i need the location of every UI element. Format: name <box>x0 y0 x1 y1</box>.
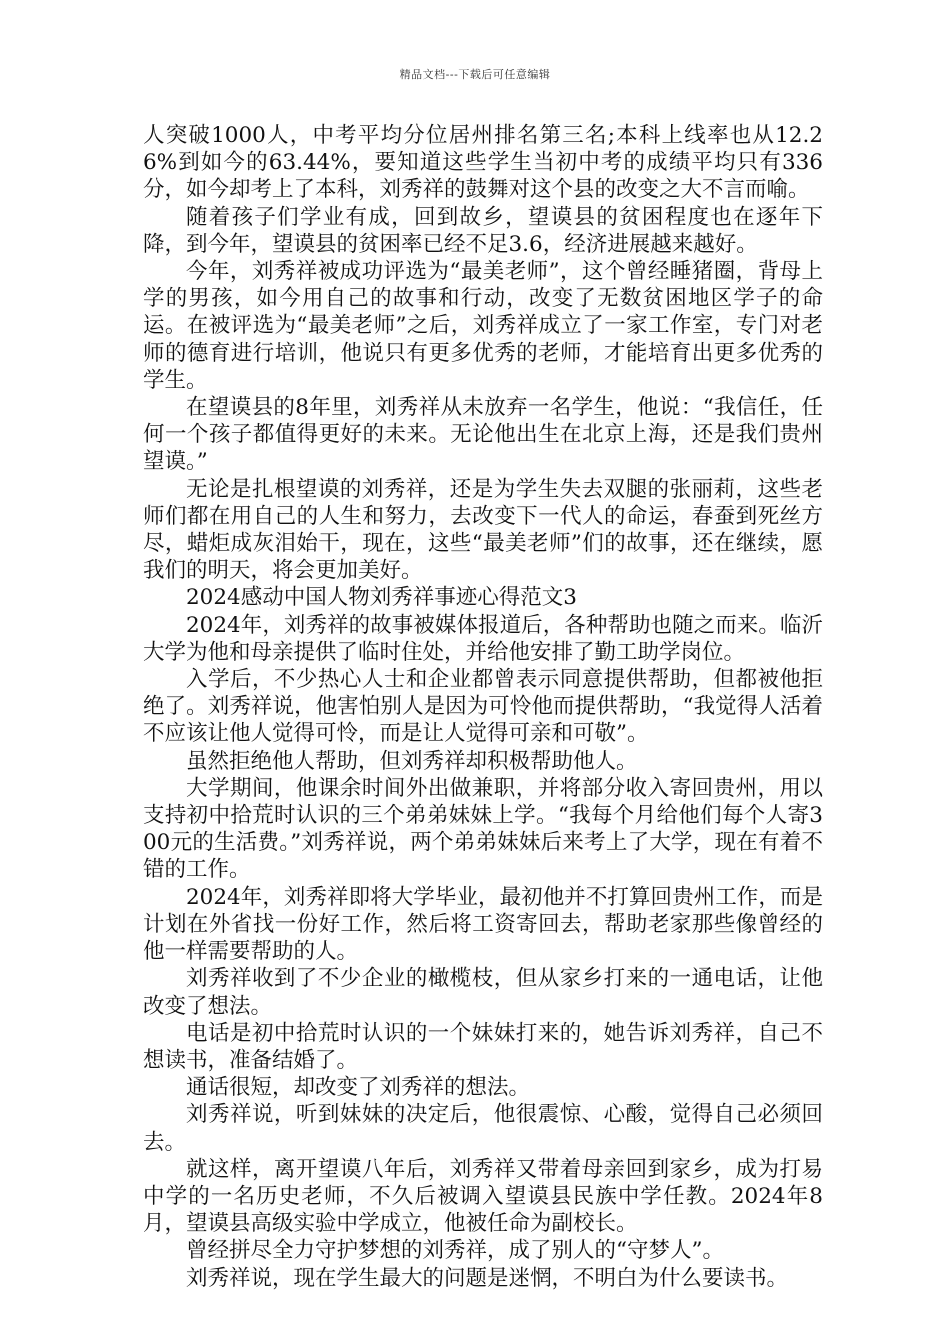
paragraph: 刘秀祥说，听到妹妹的决定后，他很震惊、心酸，觉得自己必须回去。 <box>143 1102 823 1155</box>
paragraph: 电话是初中拾荒时认识的一个妹妹打来的，她告诉刘秀祥，自己不想读书，准备结婚了。 <box>143 1020 823 1073</box>
paragraph: 虽然拒绝他人帮助，但刘秀祥却积极帮助他人。 <box>186 748 638 774</box>
paragraph: 在望谟县的8年里，刘秀祥从未放弃一名学生，他说：“我信任，任何一个孩子都值得更好的未来。无论他出生在北京上海，还是我们贵州望谟。” <box>143 395 823 475</box>
paragraph: 入学后，不少热心人士和企业都曾表示同意提供帮助，但都被他拒绝了。刘秀祥说，他害怕别人是因为可怜他而提供帮助，“我觉得人活着不应该让他人觉得可怜，而是让人觉得可亲和可敬”。 <box>143 667 823 747</box>
paragraph: 人突破1000人，中考平均分位居州排名第三名;本科上线率也从12.26%到如今的63.44%，要知道这些学生当初中考的成绩平均只有336分，如今却考上了本科，刘秀祥的鼓舞对这个县的改变之大不言而喻。 <box>143 123 823 203</box>
page-header: 精品文档---下载后可任意编辑 <box>399 68 551 81</box>
paragraph: 无论是扎根望谟的刘秀祥，还是为学生失去双腿的张丽莉，这些老师们都在用自己的人生和努力，去改变下一代人的命运，春蚕到死丝方尽，蜡炬成灰泪始干，现在，这些“最美老师”们的故事，还在继续，愿我们的明天，将会更加美好。 <box>143 476 823 584</box>
paragraph: 刘秀祥收到了不少企业的橄榄枝，但从家乡打来的一通电话，让他改变了想法。 <box>143 966 823 1019</box>
paragraph: 随着孩子们学业有成，回到故乡，望谟县的贫困程度也在逐年下降，到今年，望谟县的贫困率已经不足3.6，经济进展越来越好。 <box>143 204 823 257</box>
paragraph: 2024年，刘秀祥的故事被媒体报道后，各种帮助也随之而来。临沂大学为他和母亲提供了临时住处，并给他安排了勤工助学岗位。 <box>143 612 823 665</box>
paragraph: 通话很短，却改变了刘秀祥的想法。 <box>186 1075 531 1101</box>
paragraph: 大学期间，他课余时间外出做兼职，并将部分收入寄回贵州，用以支持初中拾荒时认识的三个弟弟妹妹上学。“我每个月给他们每个人寄300元的生活费。”刘秀祥说，两个弟弟妹妹后来考上了大学，现在有着不错的工作。 <box>143 775 823 883</box>
paragraph: 今年，刘秀祥被成功评选为“最美老师”，这个曾经睡猪圈，背母上学的男孩，如今用自己的故事和行动，改变了无数贫困地区学子的命运。在被评选为“最美老师”之后，刘秀祥成立了一家工作室，专门对老师的德育进行培训，他说只有更多优秀的老师，才能培育出更多优秀的学生。 <box>143 259 823 393</box>
paragraph: 刘秀祥说，现在学生最大的问题是迷惘，不明白为什么要读书。 <box>186 1265 789 1291</box>
paragraph: 就这样，离开望谟八年后，刘秀祥又带着母亲回到家乡，成为打易中学的一名历史老师，不久后被调入望谟县民族中学任教。2024年8月，望谟县高级实验中学成立，他被任命为副校长。 <box>143 1156 823 1237</box>
section-heading: 2024感动中国人物刘秀祥事迹心得范文3 <box>186 585 577 611</box>
document-body <box>143 122 823 1292</box>
paragraph: 曾经拼尽全力守护梦想的刘秀祥，成了别人的“守梦人”。 <box>186 1238 724 1264</box>
paragraph: 2024年，刘秀祥即将大学毕业，最初他并不打算回贵州工作，而是计划在外省找一份好工作，然后将工资寄回去，帮助老家那些像曾经的他一样需要帮助的人。 <box>143 884 823 965</box>
